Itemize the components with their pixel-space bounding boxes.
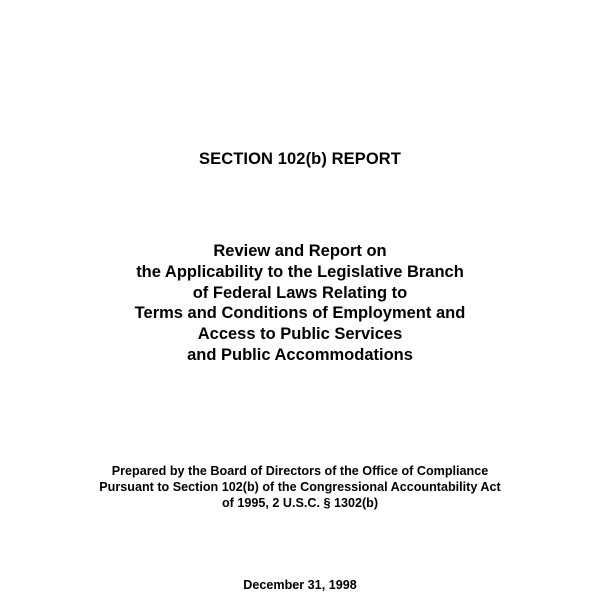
report-subject [0, 241, 600, 366]
subject-line-1: Review and Report on [213, 242, 387, 260]
prepared-by-statement [0, 463, 600, 511]
prepared-line-3: of 1995, 2 U.S.C. § 1302(b) [221, 496, 379, 510]
subject-line-4: Terms and Conditions of Employment and [134, 304, 466, 323]
subject-line-3: of Federal Laws Relating to [192, 283, 408, 302]
subject-line-6: and Public Accommodations [187, 345, 413, 364]
prepared-line-2: Pursuant to Section 102(b) of the Congressional Accountability Act [99, 480, 501, 494]
report-title: SECTION 102(b) REPORT [199, 150, 401, 168]
report-date: December 31, 1998 [243, 578, 357, 592]
subject-line-2: the Applicability to the Legislative Branch [136, 262, 464, 281]
prepared-line-1: Prepared by the Board of Directors of the Office of Compliance [111, 464, 489, 478]
subject-line-5: Access to Public Services [197, 325, 403, 344]
